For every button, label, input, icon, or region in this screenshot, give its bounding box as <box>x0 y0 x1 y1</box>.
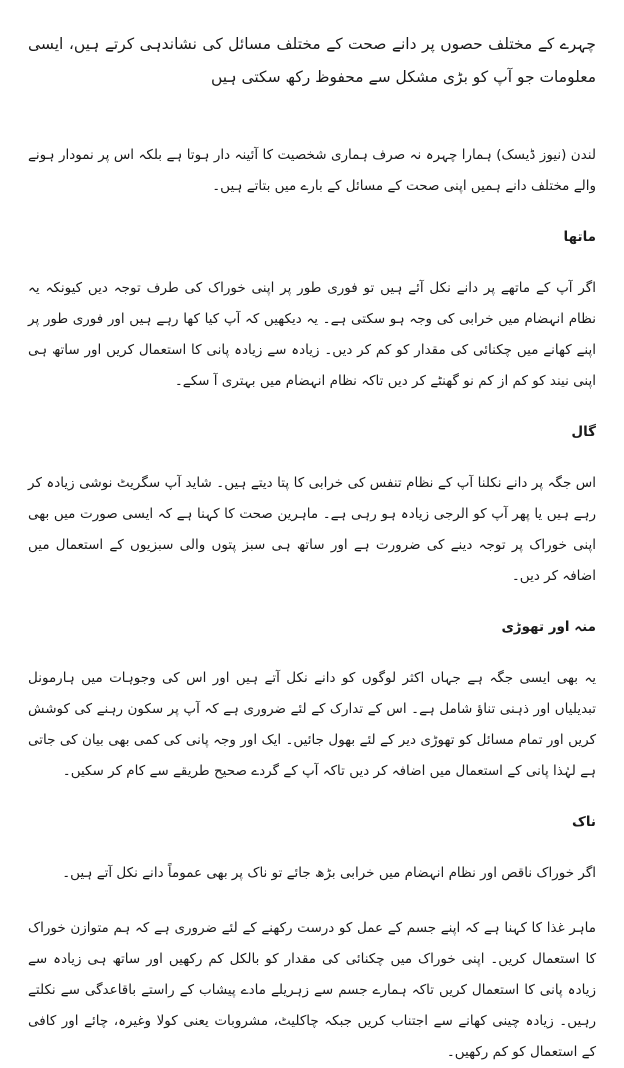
section-heading-cheeks: گال <box>571 424 596 440</box>
section-heading-nose: ناک <box>572 814 596 830</box>
section-heading-forehead: ماتھا <box>563 229 596 245</box>
section-paragraph-nutritionist: ماہر غذا کا کہنا ہے کہ اپنے جسم کے عمل کو درست رکھنے کے لئے ضروری ہے کہ ہم متوازن خوراک کا استعمال کریں۔ اپنی خوراک میں چکنائی کی مقدار کو بالکل کم رکھیں اور ساتھ ہی زیادہ سے زیادہ پانی کا استعمال کریں تاکہ ہمارے جسم سے زہریلے مادے پیشاب کے راستے باقاعدگی سے نکلتے رہیں۔ زیادہ چینی کھانے سے اجتناب کریں جبکہ چاکلیٹ، مشروبات یعنی کولا وغیرہ، چائے اور کافی کے استعمال کو کم رکھیں۔ <box>28 920 596 1060</box>
article <box>28 0 596 1068</box>
section-paragraph-cheeks: اس جگہ پر دانے نکلنا آپ کے نظام تنفس کی خرابی کا پتا دیتے ہیں۔ شاید آپ سگریٹ نوشی زیادہ کر رہے ہیں یا پھر آپ کو الرجی زیادہ ہو رہی ہے۔ ماہرین صحت کا کہنا ہے کہ ایسی صورت میں بھی اپنی خوراک پر توجہ دینے کی ضرورت ہے اور ساتھ ہی سبز پتوں والی سبزیوں کے استعمال میں اضافہ کر دیں۔ <box>28 475 596 584</box>
article-headline: چہرے کے مختلف حصوں پر دانے صحت کے مختلف مسائل کی نشاندہی کرتے ہیں، ایسی معلومات جو آپ کو بڑی مشکل سے محفوظ رکھ سکتی ہیں <box>28 35 596 86</box>
section-paragraph-forehead: اگر آپ کے ماتھے پر دانے نکل آئے ہیں تو فوری طور پر اپنی خوراک کی طرف توجہ دیں کیونکہ یہ نظام انہضام میں خرابی کی وجہ ہو سکتی ہے۔ یہ دیکھیں کہ آپ کیا کھا رہے ہیں اور فوری طور پر اپنے کھانے میں چکنائی کی مقدار کو کم کر دیں۔ زیادہ سے زیادہ پانی کا استعمال کریں اور ساتھ ہی اپنی نیند کو کم از کم نو گھنٹے کر دیں تاکہ نظام انہضام میں بہتری آ سکے۔ <box>28 280 596 389</box>
section-paragraph-nose: اگر خوراک ناقص اور نظام انہضام میں خرابی بڑھ جائے تو ناک پر بھی عموماً دانے نکل آتے ہیں۔ <box>62 865 596 881</box>
article-intro: لندن (نیوز ڈیسک) ہمارا چہرہ نہ صرف ہماری شخصیت کا آئینہ دار ہوتا ہے بلکہ اس پر نمودار ہونے والے مختلف دانے ہمیں اپنی صحت کے مسائل کے بارے میں بتاتے ہیں۔ <box>28 147 596 194</box>
section-paragraph-mouth-chin: یہ بھی ایسی جگہ ہے جہاں اکثر لوگوں کو دانے نکل آتے ہیں اور اس کی وجوہات میں ہارمونل تبدیلیاں اور ذہنی تناؤ شامل ہے۔ اس کے تدارک کے لئے ضروری ہے کہ آپ پر سکون رہنے کی کوشش کریں اور تمام مسائل کو تھوڑی دیر کے لئے بھول جائیں۔ ایک اور وجہ پانی کی کمی بھی بیان کی جاتی ہے لہٰذا پانی کے استعمال میں اضافہ کر دیں تاکہ آپ کے گردے صحیح طریقے سے کام کر سکیں۔ <box>28 670 596 779</box>
section-heading-mouth-chin: منہ اور تھوڑی <box>501 619 596 635</box>
